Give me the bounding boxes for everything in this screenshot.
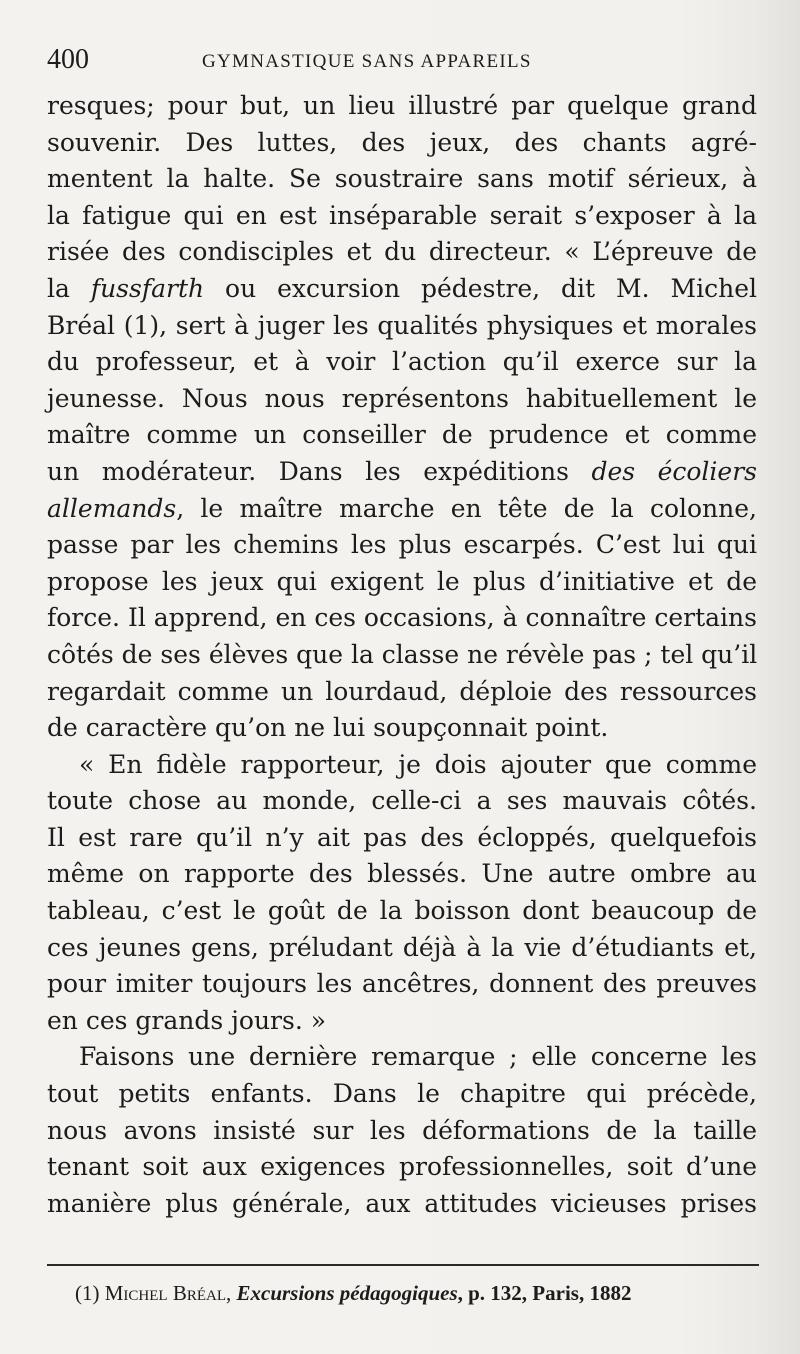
text-segment: , le maître marche en tête de la colonne, <box>176 493 757 523</box>
text-line: passe par les chemins les plus escarpés. C’est lui qui <box>47 530 757 560</box>
text-line: tenant soit aux exigences professionnelles, soit d’une <box>47 1152 757 1182</box>
text-line: la fatigue qui en est inséparable serait s’exposer à la <box>47 200 757 230</box>
text-segment: ou excursion pédestre, dit M. Michel <box>204 273 757 303</box>
footnote <box>75 1277 760 1309</box>
text-line: pour imiter toujours les ancêtres, donnent des preuves <box>47 969 757 999</box>
text-line: mentent la halte. Se soustraire sans motif sérieux, à <box>47 164 757 194</box>
text-line: nous avons insisté sur les déformations de la taille <box>47 1115 757 1145</box>
text-line: Il est rare qu’il n’y ait pas des écloppés, quelquefois <box>47 822 757 852</box>
text-line: du professeur, et à voir l’action qu’il exerce sur la <box>47 347 757 377</box>
text-line: resques; pour but, un lieu illustré par quelque grand <box>47 91 757 120</box>
text-line: propose les jeux qui exigent le plus d’initiative et de <box>47 566 757 596</box>
text-line: souvenir. Des luttes, des jeux, des chants agré- <box>47 127 757 157</box>
footnote-title: Excursions pédagogiques <box>236 1281 458 1305</box>
text-line: Faisons une dernière remarque ; elle concerne les <box>79 1042 757 1072</box>
text-line: Bréal (1), sert à juger les qualités physiques et morales <box>47 310 757 340</box>
text-segment: la <box>47 273 91 303</box>
footnote-marker: (1) <box>75 1281 105 1305</box>
text-line: toute chose au monde, celle-ci a ses mauvais côtés. <box>47 786 757 816</box>
text-line <box>47 491 757 528</box>
footnote-author: Michel Bréal <box>104 1281 226 1305</box>
italic-phrase: des écoliers <box>591 456 757 486</box>
body-text <box>47 88 757 1222</box>
text-line: risée des condisciples et du directeur. « L’épreuve de <box>47 237 757 267</box>
running-head <box>47 40 752 80</box>
text-line: « En fidèle rapporteur, je dois ajouter que comme <box>79 749 757 779</box>
text-line: ces jeunes gens, préludant déjà à la vie d’étudiants et, <box>47 932 757 962</box>
italic-word: fussfarth <box>90 273 205 303</box>
text-line: côtés de ses élèves que la classe ne révèle pas ; tel qu’il <box>47 639 758 669</box>
italic-word: allemands <box>47 493 177 523</box>
text-line: manière plus générale, aux attitudes vicieuses prises <box>47 1188 757 1218</box>
text-line: regardait comme un lourdaud, déploie des ressources <box>47 676 757 706</box>
page-number: 400 <box>47 44 89 75</box>
text-line: maître comme un conseiller de prudence et comme <box>47 420 757 450</box>
text-line: tableau, c’est le goût de la boisson dont beaucoup de <box>47 896 757 926</box>
text-line: jeunesse. Nous nous représentons habituellement le <box>47 383 757 413</box>
text-line <box>47 271 757 308</box>
text-line: même on rapporte des blessés. Une autre ombre au <box>47 859 757 889</box>
footnote-separator: , <box>226 1281 237 1305</box>
running-title: GYMNASTIQUE SANS APPAREILS <box>202 51 532 72</box>
footnote-details: , p. 132, Paris, 1882 <box>457 1281 632 1305</box>
text-segment: un modérateur. Dans les expéditions <box>47 456 592 486</box>
text-line: en ces grands jours. » <box>47 1005 327 1035</box>
text-line: force. Il apprend, en ces occasions, à connaître certains <box>47 603 757 633</box>
text-line: de caractère qu’on ne lui soupçonnait point. <box>47 713 609 743</box>
text-line <box>47 454 757 491</box>
footnote-rule <box>47 1264 759 1266</box>
text-line: tout petits enfants. Dans le chapitre qui précède, <box>47 1079 757 1109</box>
